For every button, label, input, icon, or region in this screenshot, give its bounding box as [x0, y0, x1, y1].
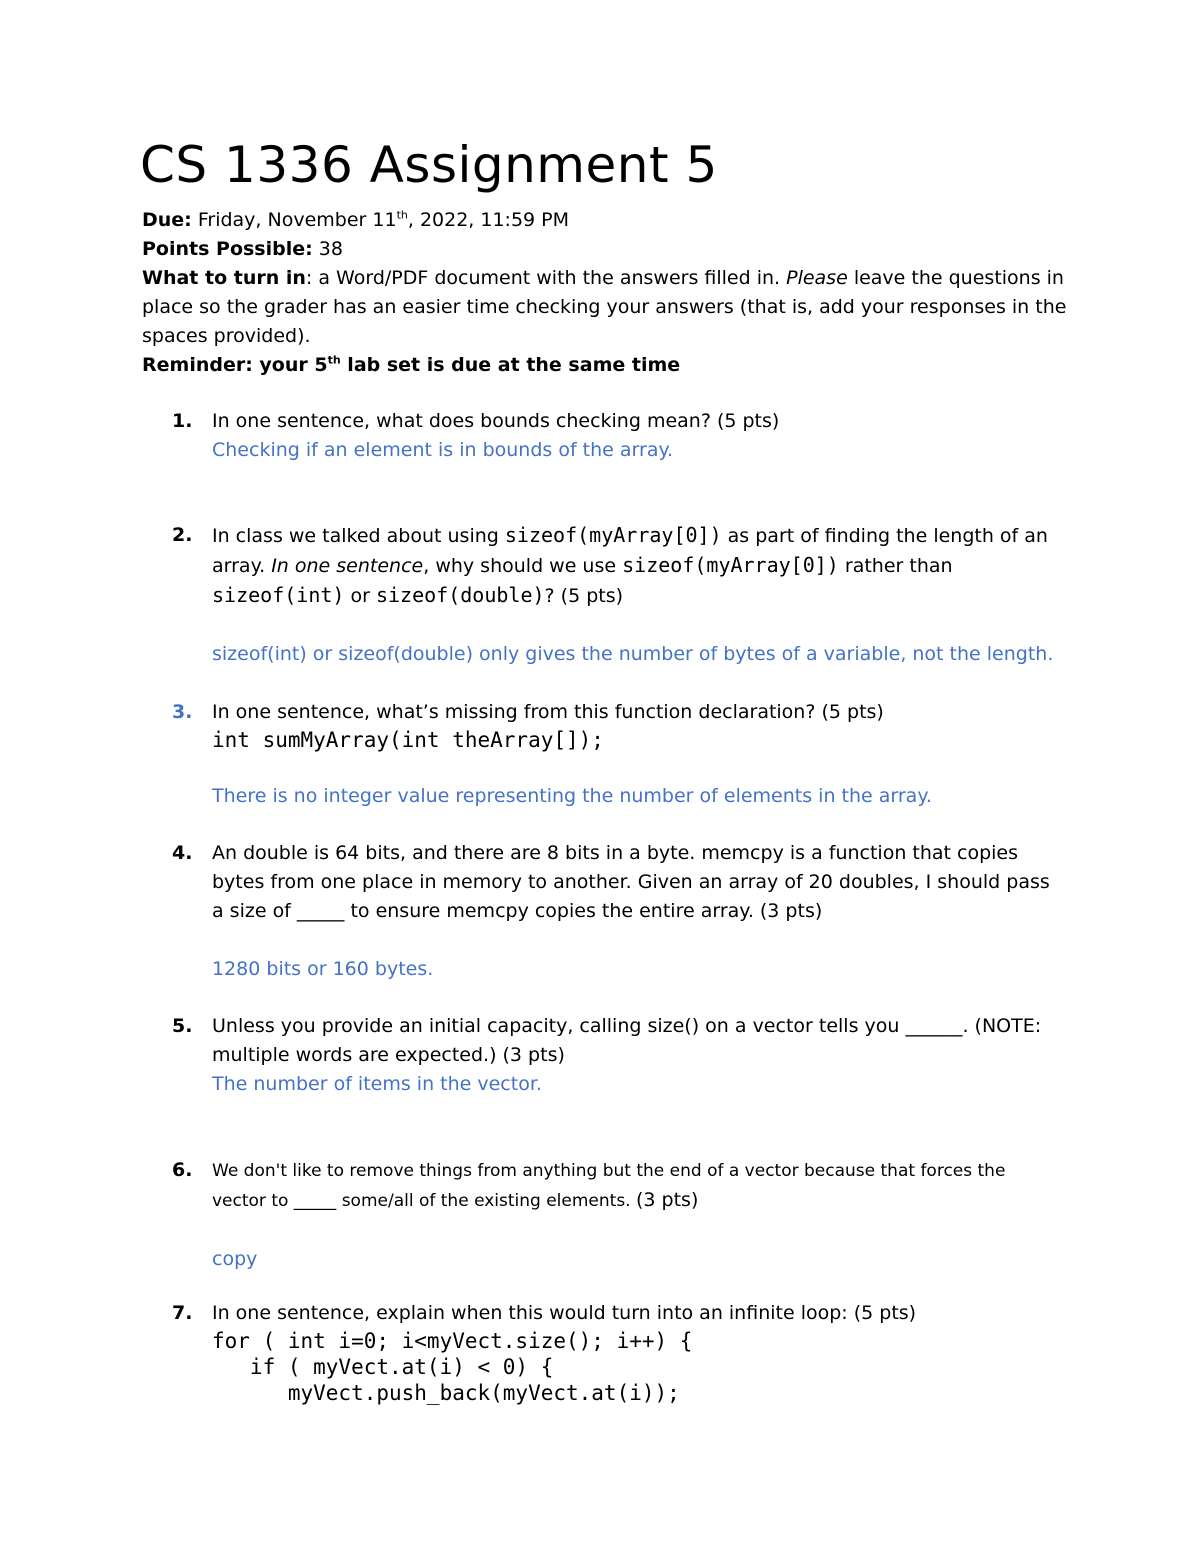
inline-code: sizeof(myArray[0]) [504, 523, 722, 547]
question-text: In one sentence, what does bounds checking mean? (5 pts) [212, 410, 780, 432]
question-text-part: In class we talked about using [212, 525, 505, 547]
reminder-line [142, 351, 1067, 380]
reminder-sup: th [327, 353, 341, 367]
question-number: 5. [172, 1015, 193, 1037]
question-5 [172, 1012, 1062, 1099]
answer-text: The number of items in the vector. [212, 1073, 542, 1095]
question-7 [172, 1299, 1062, 1406]
answer-text: sizeof(int) or sizeof(double) only gives the number of bytes of a variable, not the length. [212, 643, 1054, 665]
turnin-text-1: a Word/PDF document with the answers filled in. [312, 267, 787, 289]
question-text: In one sentence, explain when this would turn into an infinite loop: (5 pts) [212, 1302, 917, 1324]
question-text [212, 1156, 1062, 1216]
turnin-please: Please [786, 267, 848, 289]
turnin-colon: : [305, 267, 313, 289]
turnin-text-2: leave the questions in place so the grader has an easier time checking your answers (that is, add your responses in the spaces provided). [142, 267, 1067, 347]
question-text [212, 521, 1062, 611]
question-number: 1. [172, 410, 193, 432]
question-number: 2. [172, 524, 193, 546]
question-number: 4. [172, 842, 193, 864]
question-text-part: or [344, 585, 376, 607]
due-value-post: , 2022, 11:59 PM [407, 209, 570, 231]
code-line: for ( int i=0; i<myVect.size(); i++) { [212, 1329, 693, 1353]
turnin-label: What to turn in [142, 267, 306, 289]
question-6 [172, 1156, 1062, 1274]
code-line: if ( myVect.at(i) < 0) { [212, 1355, 554, 1379]
question-text-part: rather than [838, 555, 953, 577]
question-number: 3. [172, 701, 193, 723]
answer-text: There is no integer value representing the number of elements in the array. [212, 785, 932, 807]
question-number: 7. [172, 1302, 193, 1324]
question-text: An double is 64 bits, and there are 8 bits in a byte. memcpy is a function that copies bytes from one place in memory to another. Given an array of 20 doubles, I should pass a size of _____ to ensure memcpy copies the entire array. (3 pts) [212, 842, 1050, 922]
question-text: Unless you provide an initial capacity, calling size() on a vector tells you ______. (NOTE: multiple words are expected.) (3 pts) [212, 1015, 1042, 1066]
question-text-italic: In one sentence [271, 555, 424, 577]
code-line: myVect.push_back(myVect.at(i)); [212, 1381, 680, 1405]
inline-code: sizeof(double) [375, 583, 545, 607]
question-text-part: ? (5 pts) [544, 585, 624, 607]
question-text-part: We don't like to remove things from anything but the end of a vector because that forces the vector to _____ some/all of the existing elements. [212, 1161, 1006, 1211]
question-3 [172, 698, 1062, 811]
question-text-part: , why should we use [423, 555, 623, 577]
question-4 [172, 839, 1062, 984]
points-line [142, 235, 1067, 264]
assignment-header [142, 206, 1067, 380]
points-label: Points Possible: [142, 238, 313, 260]
code-block: int sumMyArray(int theArray[]); [212, 728, 604, 752]
reminder-pre: Reminder: your 5 [142, 354, 328, 376]
reminder-post: lab set is due at the same time [340, 354, 681, 376]
inline-code: sizeof(myArray[0]) [622, 553, 839, 577]
page-title: CS 1336 Assignment 5 [140, 136, 718, 194]
question-text-part: (3 pts) [636, 1189, 699, 1211]
answer-text: Checking if an element is in bounds of the array. [212, 439, 674, 461]
turnin-line [142, 264, 1067, 351]
due-label: Due: [142, 209, 192, 231]
due-sup: th [396, 208, 408, 222]
question-number: 6. [172, 1159, 193, 1181]
due-line [142, 206, 1067, 235]
points-value: 38 [312, 238, 343, 260]
answer-text: copy [212, 1248, 258, 1270]
question-text-part: as part of finding the length of an array. [212, 525, 1048, 577]
due-value-pre: Friday, November 11 [191, 209, 397, 231]
question-text: In one sentence, what’s missing from this function declaration? (5 pts) [212, 701, 884, 723]
question-1 [172, 407, 1062, 465]
inline-code: sizeof(int) [212, 583, 345, 607]
question-2 [172, 521, 1062, 669]
answer-text: 1280 bits or 160 bytes. [212, 958, 434, 980]
